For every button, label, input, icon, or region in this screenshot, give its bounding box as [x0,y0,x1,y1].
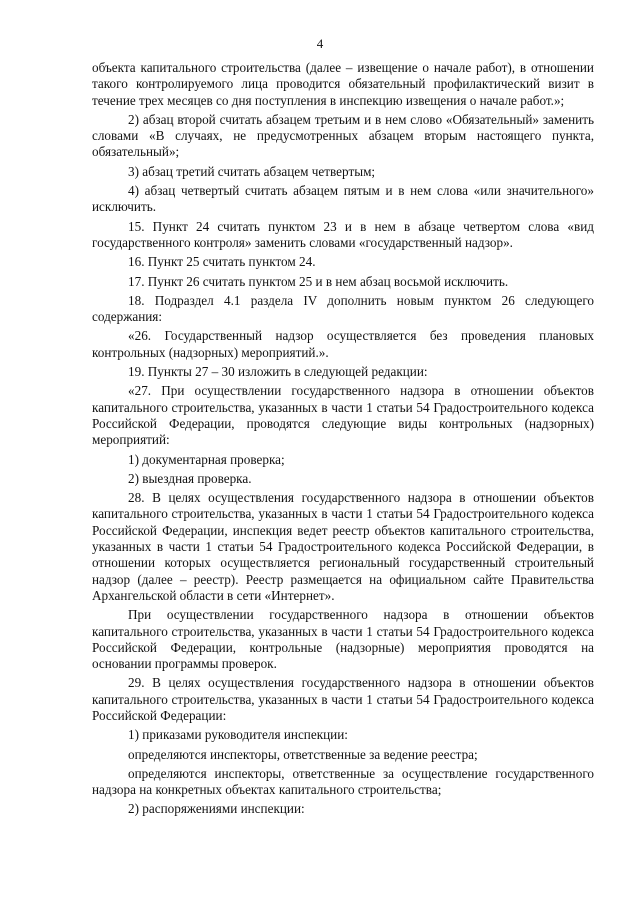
paragraph: 2) абзац второй считать абзацем третьим и в нем слово «Обязательный» заменить словами «В случаях, не предусмотренных абзацем вторым настоящего пункта, обязательный»; [92,111,594,160]
page-number: 4 [316,36,324,51]
paragraph: 3) абзац третий считать абзацем четвертым; [128,163,376,179]
paragraph: объекта капитального строительства (далее – извещение о начале работ), в отношении такого контролируемого лица проводится обязательный профилактический визит в течение трех месяцев со дня поступления в инспекцию извещения о начале работ.»; [92,60,594,108]
paragraph: 15. Пункт 24 считать пунктом 23 и в нем в абзаце четвертом слова «вид государственного контроля» заменить словами «государственный надзор». [92,218,594,250]
paragraph: «26. Государственный надзор осуществляется без проведения плановых контрольных (надзорных) мероприятий.». [92,328,594,360]
paragraph: 17. Пункт 26 считать пунктом 25 и в нем абзац восьмой исключить. [128,273,509,289]
paragraph: 28. В целях осуществления государственного надзора в отношении объектов капитального строительства, указанных в части 1 статьи 54 Градостроительного кодекса Российской Федерации, инспекция ведет реестр объектов капитального строительства, указанных в части 1 статьи 54 Градостроительного кодекса Российской Федерации, в отношении которых осуществляется региональный государственный строительный надзор (далее – реестр). Реестр размещается на официальном сайте Правительства Архангельской области в сети «Интернет». [92,490,594,603]
paragraph: 29. В целях осуществления государственного надзора в отношении объектов капитального строительства, указанных в части 1 статьи 54 Градостроительного кодекса Российской Федерации: [92,675,594,723]
paragraph: При осуществлении государственного надзора в отношении объектов капитального строительства, указанных в части 1 статьи 54 Градостроительного кодекса Российской Федерации, контрольные (надзорные) мероприятия проводятся на основании программы проверок. [92,607,594,672]
paragraph: 16. Пункт 25 считать пунктом 24. [128,254,316,270]
paragraph: 19. Пункты 27 – 30 изложить в следующей редакции: [128,364,428,380]
paragraph: определяются инспекторы, ответственные за ведение реестра; [128,746,478,762]
paragraph: «27. При осуществлении государственного надзора в отношении объектов капитального строительства, указанных в части 1 статьи 54 Градостроительного кодекса Российской Федерации, проводятся следующие виды контрольных (надзорных) мероприятий: [92,383,594,448]
paragraph: определяются инспекторы, ответственные за осуществление государственного надзора на конкретных объектах капитального строительства; [92,765,594,798]
paragraph: 4) абзац четвертый считать абзацем пятым и в нем слова «или значительного» исключить. [92,183,594,215]
paragraph: 1) документарная проверка; [128,451,285,467]
paragraph: 2) выездная проверка. [128,470,252,486]
paragraph: 1) приказами руководителя инспекции: [128,727,348,743]
paragraph: 18. Подраздел 4.1 раздела IV дополнить новым пунктом 26 следующего содержания: [92,292,594,325]
document-body [92,60,594,818]
paragraph: 2) распоряжениями инспекции: [128,801,305,817]
